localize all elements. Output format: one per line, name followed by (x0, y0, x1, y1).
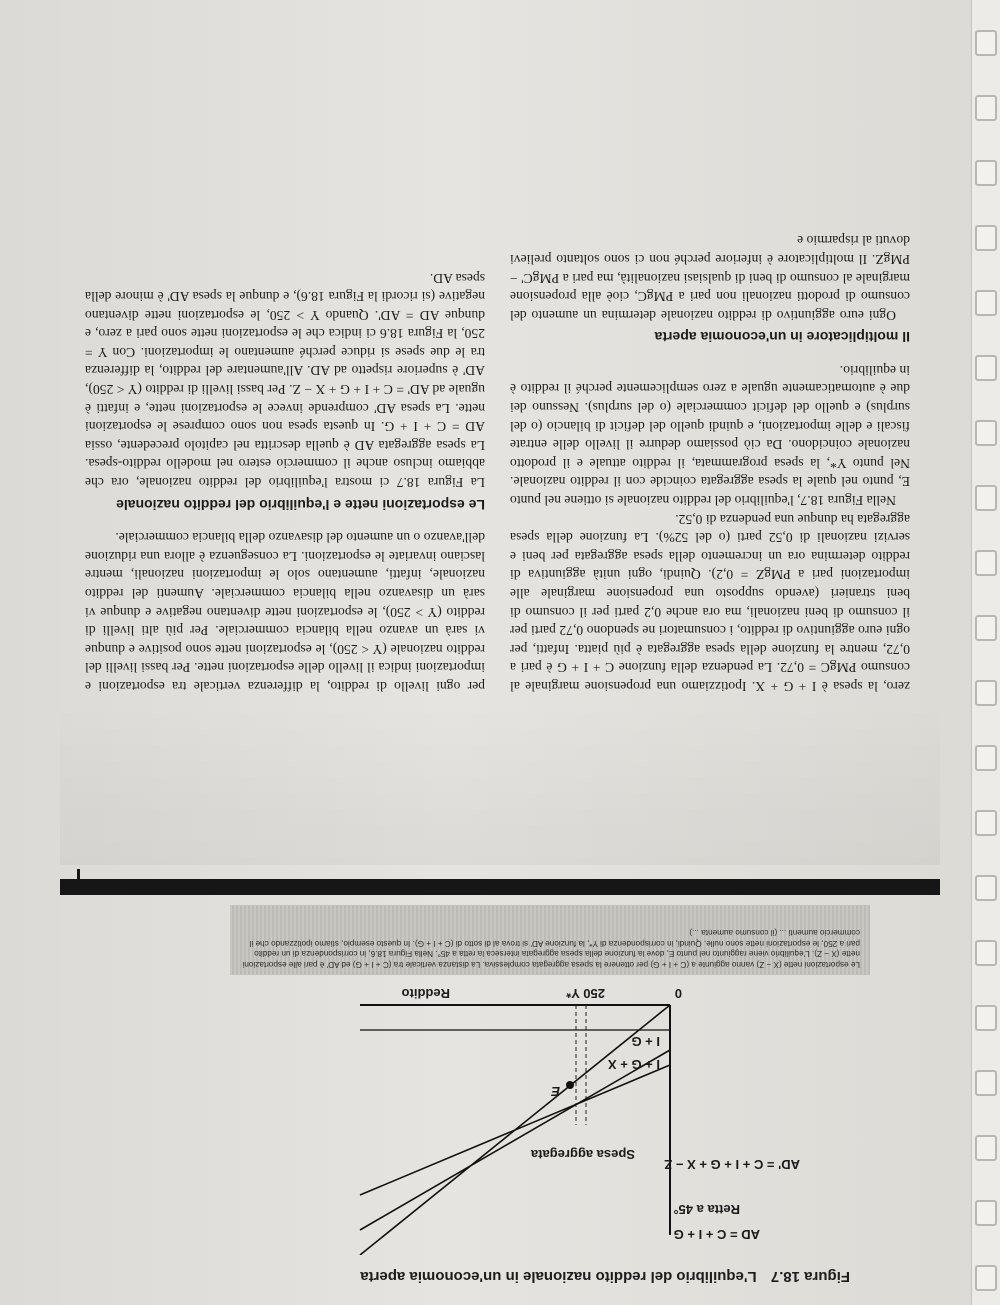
right-paragraph-1: per ogni livello di reddito, la differenza verticale tra esportazioni e importazioni indica il livello delle esportazioni nette. Per bassi livelli del reddito nazionale (Y < 250), le esportazioni nette sono positive e dunque vi sarà un avanzo nella bilancia commerciale. Per più alti livelli di reddito (Y > 250), le esportazioni nette diventano negative e dunque vi sarà un disavanzo nella bilancia commerciale. Aumenti del reddito nazionale, infatti, aumentano solo le importazioni nazionali, mentre lasciano invariate le esportazioni. La conseguenza è allora una riduzione dell'avanzo o un aumento del disavanzo della bilancia commerciale. (85, 530, 485, 694)
origin-label: 0 (674, 986, 682, 1001)
heading-multiplier: Il moltiplicatore in un'economia aperta (654, 329, 910, 346)
page-content (60, 10, 940, 1295)
header-rule (60, 879, 940, 895)
binder-tab (975, 940, 997, 966)
line-ad-prime (360, 1065, 670, 1195)
figure-number: Figura 18.7 (770, 1268, 850, 1285)
binder-tab (975, 1070, 997, 1096)
binder-tab (975, 875, 997, 901)
label-igx: I + G + X (607, 1057, 660, 1072)
figure-chart (340, 985, 860, 1255)
figure-caption: Le esportazioni nette (X − Z) vanno aggiunte a (C + I + G) per ottenere la spesa aggregata complessiva. La distanza verticale tra (C + I + G) ed AD' è pari alle esportazioni nette (X − Z). L'equilibrio viene raggiunto nel punto E, dove la funzione della spesa aggregata interseca la retta a 45°. Nella Figura 18.6, in corrispondenza di un reddito pari a 250, le esportazioni nette sono nulle. Quindi, in corrispondenza di Y*, la funzione AD' si trova al di sotto di (C + I + G). In questo esempio, stiamo ipotizzando che il commercio aumenti ... (il consumo aumenta ...) (230, 905, 870, 975)
binder-tab (975, 1005, 997, 1031)
line-ad (360, 1050, 670, 1230)
binder-tab (975, 745, 997, 771)
binder-tab (975, 1200, 997, 1226)
label-e: E (551, 1084, 560, 1099)
binder-tab (975, 550, 997, 576)
label-ad: AD = C + I + G (673, 1227, 760, 1242)
binder-strip (971, 0, 1000, 1305)
binder-tab (975, 160, 997, 186)
binder-tab (975, 1135, 997, 1161)
figure-title-text: L'equilibrio del reddito nazionale in un'economia aperta (360, 1268, 757, 1285)
right-column (85, 268, 485, 695)
left-paragraph-3: Ogni euro aggiuntivo di reddito nazionale determina un aumento del consumo di prodotti nazionali non pari a PMgC, cioè alla propensione marginale al consumo di beni di qualsiasi nazionalità, ma pari a PMgC' − PMgZ. Il moltiplicatore è inferiore perché non ci sono soltanto prelievi dovuti al risparmio e (510, 233, 910, 323)
left-column (510, 231, 910, 695)
binder-tab (975, 420, 997, 446)
rotated-page (60, 10, 940, 1295)
equilibrium-point (566, 1081, 574, 1089)
right-paragraph-2: La Figura 18.7 ci mostra l'equilibrio del reddito nazionale, ora che abbiamo incluso anche il commercio estero nel modello reddito-spesa. La spesa aggregata AD è quella descritta nel capitolo precedente, ossia AD = C + I + G. In questa spesa non sono comprese le esportazioni nette. La spesa AD' comprende invece le esportazioni nette, e infatti è uguale ad AD' = C + I + G + X − Z. Per bassi livelli di reddito (Y < 250), AD' è superiore rispetto ad AD. All'aumentare del reddito, la differenza tra le due spese si riduce perché aumentano le importazioni. Con Y = 250, la Figura 18.6 ci indica che le esportazioni nette sono pari a zero, e dunque AD = AD'. Quando Y > 250, le esportazioni nette diventano negative (si ricordi la Figura 18.6), e dunque la spesa AD' è minore della spesa AD. (85, 270, 485, 491)
binder-tab (975, 680, 997, 706)
binder-tab (975, 290, 997, 316)
label-retta: Retta a 45° (673, 1202, 740, 1217)
figure-title (360, 1268, 850, 1285)
binder-tab (975, 30, 997, 56)
binder-tab (975, 810, 997, 836)
left-paragraph-1: zero, la spesa è I + G + X. Ipotizziamo una propensione marginale al consumo PMgC = 0,72. La pendenza della funzione C + I + G è pari a 0,72, mentre la funzione della spesa aggregata è più piatta. Infatti, per ogni euro aggiuntivo di reddito, i consumatori ne spendono 0,72 parti per il consumo di beni nazionali, ma ora anche 0,2 parti per il consumo di beni stranieri (avendo supposto una propensione marginale alle importazioni pari a PMgZ = 0,2). Quindi, ogni unità aggiuntiva di reddito determina ora un incremento della spesa aggregata per beni e servizi nazionali di 0,52 parti (o del 52%). La funzione della spesa aggregata ha dunque una pendenza di 0,52. (510, 511, 910, 694)
left-paragraph-2: Nella Figura 18.7, l'equilibrio del reddito nazionale si ottiene nel punto E, punto nel quale la spesa aggregata coincide con il reddito nazionale. Nel punto Y*, la spesa programmata, il reddito attuale e il prodotto nazionale coincidono. Da ciò possiamo dedurre il livello delle entrate fiscali e delle importazioni, e quindi quello del deficit di bilancio (o del surplus) e quello del deficit commerciale (o del surplus). Nessuno dei due è automaticamente uguale a zero semplicemente perché il reddito è in equilibrio. (509, 362, 910, 509)
heading-net-exports: Le esportazioni nette e l'equilibrio del reddito nazionale (116, 496, 485, 513)
binder-tab (975, 95, 997, 121)
label-ad-prime: AD' = C + I + G + X − Z (664, 1157, 800, 1172)
figure-block (60, 705, 940, 1295)
text-columns (60, 10, 940, 695)
bleed-through (60, 705, 940, 865)
binder-tab (975, 615, 997, 641)
binder-tab (975, 485, 997, 511)
binder-tab (975, 225, 997, 251)
header-rule-tick (77, 869, 80, 895)
label-ig: I + G (631, 1034, 660, 1049)
binder-tab (975, 1265, 997, 1291)
ystar-label: 250 Y* (566, 986, 605, 1001)
y-axis-label: Spesa aggregata (530, 1147, 635, 1162)
binder-tab (975, 355, 997, 381)
x-axis-label: Reddito (401, 986, 450, 1001)
